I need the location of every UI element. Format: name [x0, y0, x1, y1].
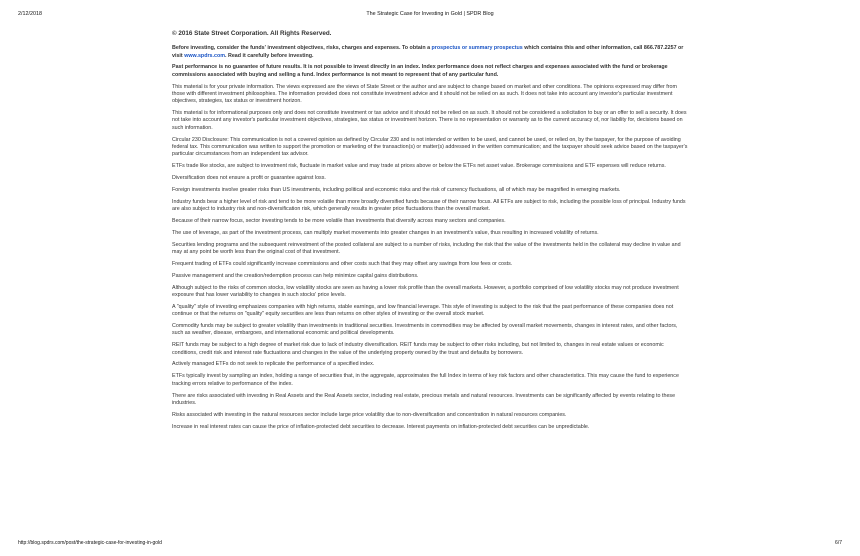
- print-footer: [0, 538, 860, 552]
- natural-resources-risk: Risks associated with investing in the natural resources sector include large price volatility due to non-diversification and concentration in natural resources companies.: [172, 411, 567, 418]
- circular-230-disclosure: Circular 230 Disclosure: This communication is not a covered opinion as defined by Circular 230 and is not intended or written to be used, and cannot be used, or relied on, by the taxpayer, for the purpose of avoiding federal tax. This communication was written to support the promotion or marketing of the transaction(s) or matter(s) addressed in the written communication; and the taxpayer should seek advice based on the taxpayer's particular circumstances from an independent tax advisor.: [172, 136, 688, 158]
- inflation-protected-risk: Increase in real interest rates can cause the price of inflation-protected debt securities to decrease. Interest payments on inflation-protected debt securities can be unpredictable.: [172, 423, 590, 430]
- copyright: © 2016 State Street Corporation. All Rights Reserved.: [172, 30, 332, 37]
- print-header: [0, 0, 860, 18]
- page-title: The Strategic Case for Investing in Gold | SPDR Blog: [366, 11, 494, 17]
- spdrs-link[interactable]: www.spdrs.com: [184, 52, 225, 59]
- frequent-trading-note: Frequent trading of ETFs could significantly increase commissions and other costs such that they may offset any savings from low fees or costs.: [172, 260, 513, 267]
- quality-style-risk: A "quality" style of investing emphasizes companies with high returns, stable earnings, and low financial leverage. This style of investing is subject to the risk that the past performance of these companies does not continue or that the returns on "quality" equity securities are less than returns on other styles of investing or the overall stock market.: [172, 303, 674, 318]
- page-number: 6/7: [835, 540, 842, 546]
- sector-risk: Because of their narrow focus, sector investing tends to be more volatile than investments that diversify across many sectors and companies.: [172, 217, 506, 224]
- prospectus-link[interactable]: prospectus or summary prospectus: [431, 45, 523, 52]
- low-volatility-risk: Although subject to the risks of common stocks, low volatility stocks are seen as having a lower risk profile than the overall markets. However, a portfolio comprised of low volatility stocks may not produce investment exposure that has lower variability to changes in such stocks' price levels.: [172, 284, 679, 299]
- prospectus-notice: Before investing, consider the funds' investment objectives, risks, charges and expenses. To obtain a prospectus or summary prospectus which contains this and other information, call 866.787.2257 or visit www.spdrs.com. Read it carefully before investing.: [172, 45, 684, 59]
- sampling-risk: ETFs typically invest by sampling an index, holding a range of securities that, in the aggregate, approximates the full Index in terms of key risk factors and other characteristics. This may cause the fund to experience tracking errors relative to performance of the index.: [172, 373, 679, 387]
- commodity-risk: Commodity funds may be subject to greater volatility than investments in traditional securities. Investments in commodities may be affected by overall market movements, changes in interest rates, and other factors, such as weather, disease, embargoes, and international economic and political developments.: [172, 323, 678, 337]
- print-date: 2/12/2018: [18, 11, 42, 17]
- industry-fund-risk: Industry funds bear a higher level of risk and tend to be more volatile than more broadly diversified funds because of their narrow focus. All ETFs are subject to risk, including the possible loss of principal. Industry funds are also subject to industry risk and non-diversification risk, which generally results in greater price fluctuations than the overall market.: [172, 198, 686, 213]
- reit-risk: REIT funds may be subject to a high degree of market risk due to lack of industry diversification. REIT funds may be subject to other risks including, but not limited to, changes in real estate values or economic conditions, credit risk and interest rate fluctuations and changes in the value of the underlying property owned by the trust and defaults by borrowers.: [172, 342, 664, 356]
- informational-disclaimer: This material is for informational purposes only and does not constitute investment or tax advice and it should not be relied on as such. It should not be considered a solicitation to buy or an offer to sell a security. It does not take into account any investor's particular investment objectives, strategies, tax status or investment horizon. There is no representation or warranty as to the current accuracy of, nor liability for, decisions based on such information.: [172, 110, 687, 131]
- passive-management-note: Passive management and the creation/redemption process can help minimize capital gains distributions.: [172, 272, 419, 279]
- disclosures: [172, 30, 688, 436]
- diversification-note: Diversification does not ensure a profit or guarantee against loss.: [172, 175, 326, 182]
- foreign-investment-risk: Foreign investments involve greater risks than US investments, including political and economic risks and the risk of currency fluctuations, all of which may be magnified in emerging markets.: [172, 186, 621, 193]
- securities-lending-risk: Securities lending programs and the subsequent reinvestment of the posted collateral are subject to a number of risks, including the risk that the value of the investments held in the collateral may decline in value and may at any point be worth less than the original cost of that investment.: [172, 241, 681, 256]
- active-etf-note: Actively managed ETFs do not seek to replicate the performance of a specified index.: [172, 361, 375, 368]
- views-disclaimer: This material is for your private information. The views expressed are the views of State Street or the author and are subject to change based on market and other conditions. The opinions expressed may differ from those with different investment philosophies. The information provided does not constitute investment advice and it should not be relied on as such. It does not take into account any investor's particular investment objectives, strategies, tax status or investment horizon.: [172, 83, 677, 105]
- page-url: http://blog.spdrs.com/post/the-strategic-case-for-investing-in-gold: [18, 540, 162, 546]
- performance-disclaimer: Past performance is no guarantee of future results. It is not possible to invest directly in an index. Index performance does not reflect charges and expenses associated with the fund or brokerage commissions associated with buying and selling a fund. Index performance is not meant to represent that of any particular fund.: [172, 64, 668, 78]
- leverage-risk: The use of leverage, as part of the investment process, can multiply market movements into greater changes in an investment's value, thus resulting in increased volatility of returns.: [172, 229, 599, 236]
- real-assets-risk: There are risks associated with investing in Real Assets and the Real Assets sector, including real estate, precious metals and natural resources. Investments can be significantly affected by events relating to these industries.: [172, 392, 676, 406]
- etf-trading-risk: ETFs trade like stocks, are subject to investment risk, fluctuate in market value and may trade at prices above or below the ETFs net asset value. Brokerage commissions and ETF expenses will reduce returns.: [172, 163, 666, 170]
